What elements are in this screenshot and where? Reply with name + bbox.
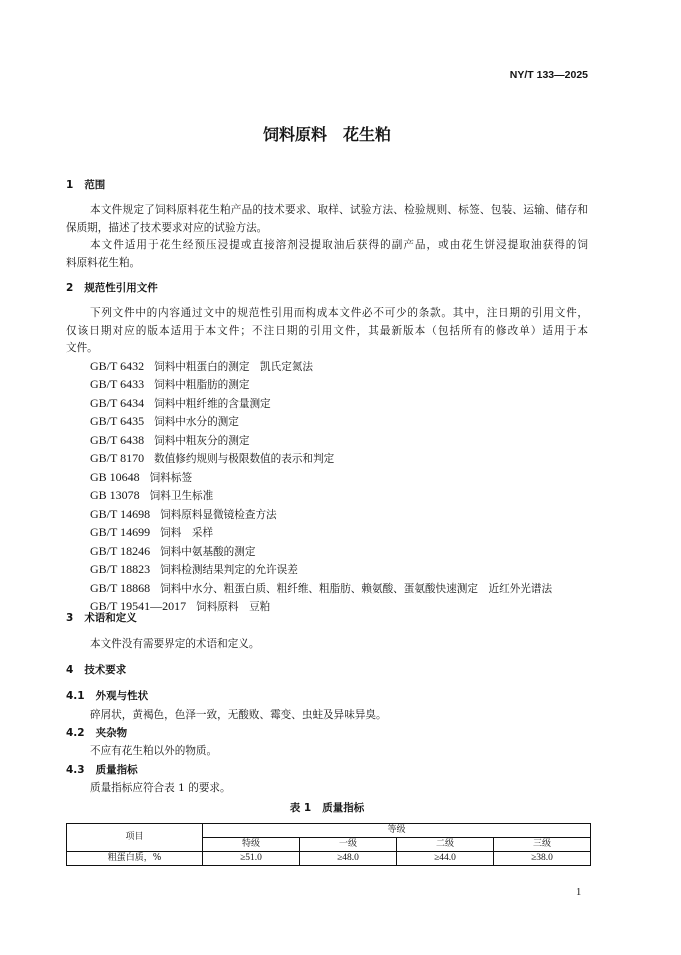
reference-item [66,432,588,451]
reference-code: GB/T 18868 [90,580,151,595]
paragraph-line: 下列文件中的内容通过文中的规范性引用而构成本文件必不可少的条款。其中，注日期的引用文件， [90,307,588,319]
reference-code: GB/T 14699 [90,525,151,539]
value-cell: ≥51.0 [203,852,300,866]
subsection-4-2-body [66,743,588,761]
reference-code: GB/T 19541—2017 [90,599,187,613]
table-row [67,852,591,866]
table-caption [66,800,588,818]
subsection-4-1-heading [66,688,588,706]
reference-code: GB/T 6434 [90,395,145,410]
section-3-heading [66,610,588,628]
reference-item [66,524,588,543]
section-title: 技术要求 [84,664,127,676]
section-title: 规范性引用文件 [84,282,158,294]
section-title: 范围 [84,179,106,191]
section-number: 2 [66,282,74,294]
paragraph-line: 本文件没有需要界定的术语和定义。 [90,638,260,650]
section-1-body [66,202,588,272]
section-3-body [66,636,588,654]
section-title: 术语和定义 [84,612,137,624]
reference-title: 饲料 采样 [160,527,214,539]
grade-cell: 二级 [397,838,494,852]
reference-code: GB/T 6438 [90,432,145,447]
subsection-4-1-body [66,707,588,725]
subsection-title: 夹杂物 [95,727,128,739]
paragraph-line: 不应有花生粕以外的物质。 [90,745,218,757]
subsection-4-2-heading [66,725,588,743]
table-header-row [67,824,591,838]
table-caption-title: 质量指标 [322,802,365,814]
reference-item [66,395,588,414]
reference-code: GB/T 6432 [90,358,145,373]
section-number: 3 [66,612,74,624]
reference-title: 饲料中粗脂肪的测定 [154,379,250,391]
reference-title: 数值修约规则与极限数值的表示和判定 [154,453,335,465]
reference-code: GB/T 18246 [90,543,151,558]
quality-index-table [66,823,591,866]
section-number: 4 [66,664,74,676]
paragraph-line: 质量指标应符合表 1 的要求。 [90,782,231,794]
paragraph-line: 本文件适用于花生经预压浸提或直接溶剂浸提取油后获得的副产品，或由花生饼浸提取油获得的饲 [90,239,588,251]
grade-cell: 三级 [494,838,591,852]
reference-title: 饲料中粗蛋白的测定 凯氏定氮法 [154,360,314,373]
subsection-number: 4.2 [66,727,85,739]
subsection-number: 4.1 [66,690,85,702]
paragraph-line: 文件。 [66,342,98,354]
reference-item [66,358,588,377]
paragraph-line: 碎屑状，黄褐色，色泽一致，无酸败、霉变、虫蛀及异味异臭。 [90,709,387,721]
table-caption-number: 表 1 [289,802,312,814]
subsection-4-3-heading [66,762,588,780]
reference-title: 饲料原料 豆粕 [196,601,271,613]
reference-title: 饲料中氨基酸的测定 [160,545,256,558]
paragraph-line: 本文件规定了饲料原料花生粕产品的技术要求、取样、试验方法、检验规则、标签、包装、运输、储存和 [90,204,588,216]
section-2-body [66,305,588,617]
reference-title: 饲料原料显微镜检查方法 [160,508,277,521]
reference-item [66,376,588,395]
subsection-title: 质量指标 [95,764,138,776]
reference-title: 饲料标签 [149,471,193,484]
reference-code: GB/T 8170 [90,451,145,465]
section-1-heading [66,177,588,195]
reference-item [66,580,588,599]
section-number: 1 [66,179,74,191]
reference-title: 饲料卫生标准 [149,490,214,502]
reference-title: 饲料中水分、粗蛋白质、粗纤维、粗脂肪、赖氨酸、蛋氨酸快速测定 近红外光谱法 [160,582,553,595]
document-title: 饲料原料 花生粕 [262,125,391,144]
reference-title: 饲料中水分的测定 [154,416,239,428]
value-cell: ≥38.0 [494,852,591,866]
section-4-heading [66,662,588,680]
reference-code: GB/T 6435 [90,414,145,428]
reference-code: GB 13078 [90,488,140,502]
subsection-number: 4.3 [66,764,85,776]
reference-item [66,487,588,506]
reference-item [66,450,588,469]
section-2-heading [66,280,588,298]
value-cell: ≥48.0 [300,852,397,866]
header-grade-cell: 等级 [203,824,591,838]
paragraph-line: 料原料花生粕。 [66,256,141,269]
header-item-cell: 项目 [67,824,203,852]
reference-code: GB/T 6433 [90,377,145,391]
item-cell: 粗蛋白质，% [67,852,203,866]
subsection-title: 外观与性状 [95,690,149,702]
reference-item [66,543,588,562]
paragraph-line: 仅该日期对应的版本适用于本文件；不注日期的引用文件，其最新版本（包括所有的修改单）适用于本 [66,324,588,337]
reference-code: GB/T 18823 [90,562,151,576]
reference-item [66,413,588,432]
page-number: 1 [576,887,582,898]
subsection-4-3-body [66,780,588,798]
value-cell: ≥44.0 [397,852,494,866]
reference-title: 饲料中粗灰分的测定 [154,434,250,447]
paragraph-line: 保质期，描述了技术要求对应的试验方法。 [66,221,268,234]
reference-item [66,561,588,580]
reference-code: GB 10648 [90,469,140,484]
reference-title: 饲料中粗纤维的含量测定 [154,397,271,410]
reference-item [66,469,588,488]
reference-code: GB/T 14698 [90,506,151,521]
document-code: NY/T 133—2025 [509,69,588,81]
reference-item [66,506,588,525]
reference-title: 饲料检测结果判定的允许误差 [160,564,298,576]
grade-cell: 一级 [300,838,397,852]
grade-cell: 特级 [203,838,300,852]
